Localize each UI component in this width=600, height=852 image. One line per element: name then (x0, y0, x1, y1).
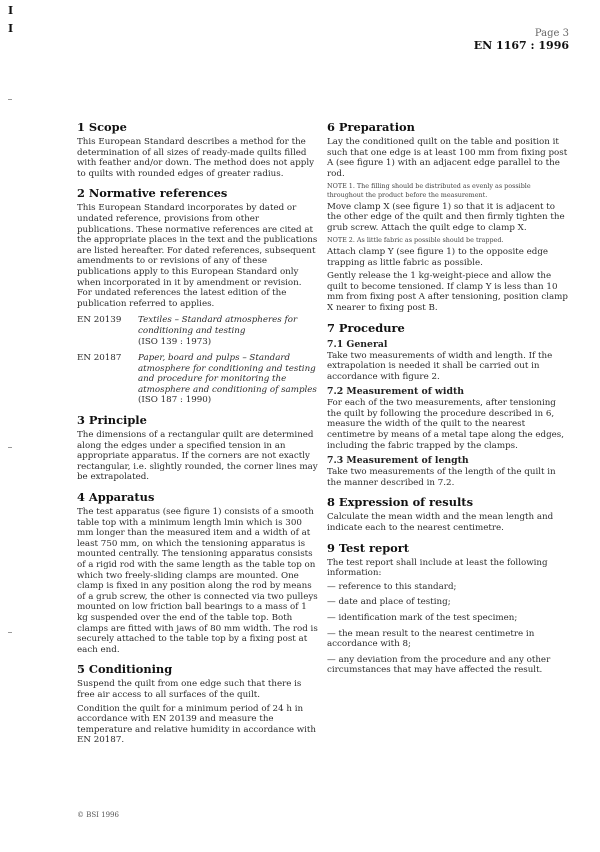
paragraph: For each of the two measurements, after tensioning the quilt by following the procedure described in 6, measure the width of the quilt to the nearest centimetre by means of a metal tape along the edges, including the fabric trapped by the clamps. (327, 398, 564, 451)
section-scope (77, 121, 318, 179)
section-expression-of-results (327, 496, 568, 533)
margin-tick (8, 632, 12, 633)
right-column (327, 121, 568, 684)
paragraph: Attach clamp Y (see figure 1) to the opposite edge trapping as little fabric as possible. (327, 246, 549, 268)
section-test-report (327, 542, 568, 676)
note: NOTE 2. As little fabric as possible should be trapped. (327, 236, 504, 245)
section-heading: 8 Expression of results (327, 495, 473, 510)
section-heading: 5 Conditioning (77, 662, 173, 677)
section-heading: 2 Normative references (77, 186, 228, 201)
subsection-heading: 7.3 Measurement of length (327, 455, 469, 467)
list-item: — the mean result to the nearest centimetre in accordance with 8; (327, 628, 535, 650)
paragraph: Lay the conditioned quilt on the table and position it such that one edge is at least 100 mm from fixing post A (see figure 1) with an adjacent edge parallel to the rod. (327, 137, 568, 179)
margin-tick (8, 99, 12, 100)
paragraph: This European Standard incorporates by dated or undated reference, provisions from other publications. These normative references are cited at the appropriate places in the text and the publications are listed hereafter. For dated references, subsequent amendments to or revisions of any of these publications apply to this European Standard only when incorporated in it by amendment or revision. For undated references the latest edition of the publication referred to applies. (77, 203, 318, 309)
paragraph: The dimensions of a rectangular quilt are determined along the edges under a specified tension in an appropriate apparatus. If the corners are not exactly rectangular, i.e. slightly rounded, the corner lines may be extrapolated. (77, 430, 318, 483)
section-heading: 9 Test report (327, 540, 410, 555)
paragraph: The test report shall include at least the following information: (327, 557, 548, 579)
copyright-footer: © BSI 1996 (77, 811, 119, 819)
subsection-heading: 7.2 Measurement of width (327, 386, 465, 398)
list-item: — date and place of testing; (327, 597, 451, 608)
paragraph: Move clamp X (see figure 1) so that it is adjacent to the other edge of the quilt and then firmly tighten the grub screw. Attach the quilt edge to clamp X. (327, 201, 565, 233)
paragraph: Gently release the 1 kg-weight-piece and allow the quilt to become tensioned. If clamp Y is less than 10 mm from fixing post A after tensioning, position clamp X nearer to fixing post B. (327, 271, 568, 313)
section-heading: 4 Apparatus (77, 490, 155, 505)
reference-entry (77, 353, 318, 406)
page-header (474, 28, 569, 52)
section-heading: 6 Preparation (327, 120, 415, 134)
paragraph: Take two measurements of the length of the quilt in the manner described in 7.2. (327, 467, 556, 488)
list-item: — identification mark of the test specimen; (327, 613, 518, 623)
reference-iso: (ISO 139 : 1973) (138, 336, 212, 347)
paragraph: Condition the quilt for a minimum period of 24 h in accordance with EN 20139 and measure the temperature and relative humidity in accordance with EN 20187. (77, 703, 317, 746)
reference-title: Textiles – Standard atmospheres for conditioning and testing (138, 315, 298, 336)
standard-number: EN 1167 : 1996 (473, 39, 569, 52)
section-heading: 7 Procedure (327, 320, 405, 335)
section-apparatus (77, 491, 318, 655)
reference-code: EN 20187 (77, 353, 122, 364)
section-heading: 3 Principle (77, 413, 147, 428)
section-preparation (327, 121, 568, 314)
reference-iso: (ISO 187 : 1990) (138, 395, 212, 406)
paragraph: Take two measurements of width and length. If the extrapolation is needed it shall be carried out in accordance with figure 2. (327, 350, 553, 382)
reference-entry (77, 315, 318, 347)
paragraph: Calculate the mean width and the mean length and indicate each to the nearest centimetre. (327, 512, 554, 534)
list-item: — reference to this standard; (327, 581, 457, 592)
section-principle (77, 414, 318, 483)
margin-tick (8, 447, 12, 448)
paragraph: Suspend the quilt from one edge such that there is free air access to all surfaces of the quilt. (77, 679, 302, 700)
margin-mark: I (8, 22, 14, 35)
page-number: Page 3 (534, 28, 569, 39)
list-item: — any deviation from the procedure and any other circumstances that may have affected the result. (327, 654, 551, 676)
reference-code: EN 20139 (77, 315, 122, 326)
paragraph: The test apparatus (see figure 1) consists of a smooth table top with a minimum length lmin which is 300 mm longer than the measured item and a width of at least 750 mm, on which the tensioning apparatus is mounted centrally. The tensioning apparatus consists of a rigid rod with the same length as the table top on which two freely-sliding clamps are mounted. One clamp is fixed in any position along the rod by means of a grub screw, the other is connected via two pulleys mounted on low friction ball bearings to a mass of 1 kg suspended over the end of the table top. Both clamps are fitted with jaws of 80 mm width. The rod is securely attached to the table top by a fixing post at each end. (77, 507, 318, 655)
margin-mark: I (8, 4, 14, 17)
left-column (77, 121, 318, 754)
section-procedure (327, 322, 568, 489)
paragraph: This European Standard describes a method for the determination of all sizes of ready-made quilts filled with feather and/or down. The method does not apply to quilts with rounded edges of greater radius. (77, 137, 315, 179)
reference-title: Paper, board and pulps – Standard atmosphere for conditioning and testing and procedure for monitoring the atmosphere and conditioning of samples (138, 353, 317, 395)
section-normative-references (77, 187, 318, 406)
subsection-heading: 7.1 General (327, 338, 388, 350)
note: NOTE 1. The filling should be distributed as evenly as possible throughout the product before the measurement. (327, 182, 531, 199)
section-conditioning (77, 663, 318, 746)
section-heading: 1 Scope (77, 120, 127, 134)
